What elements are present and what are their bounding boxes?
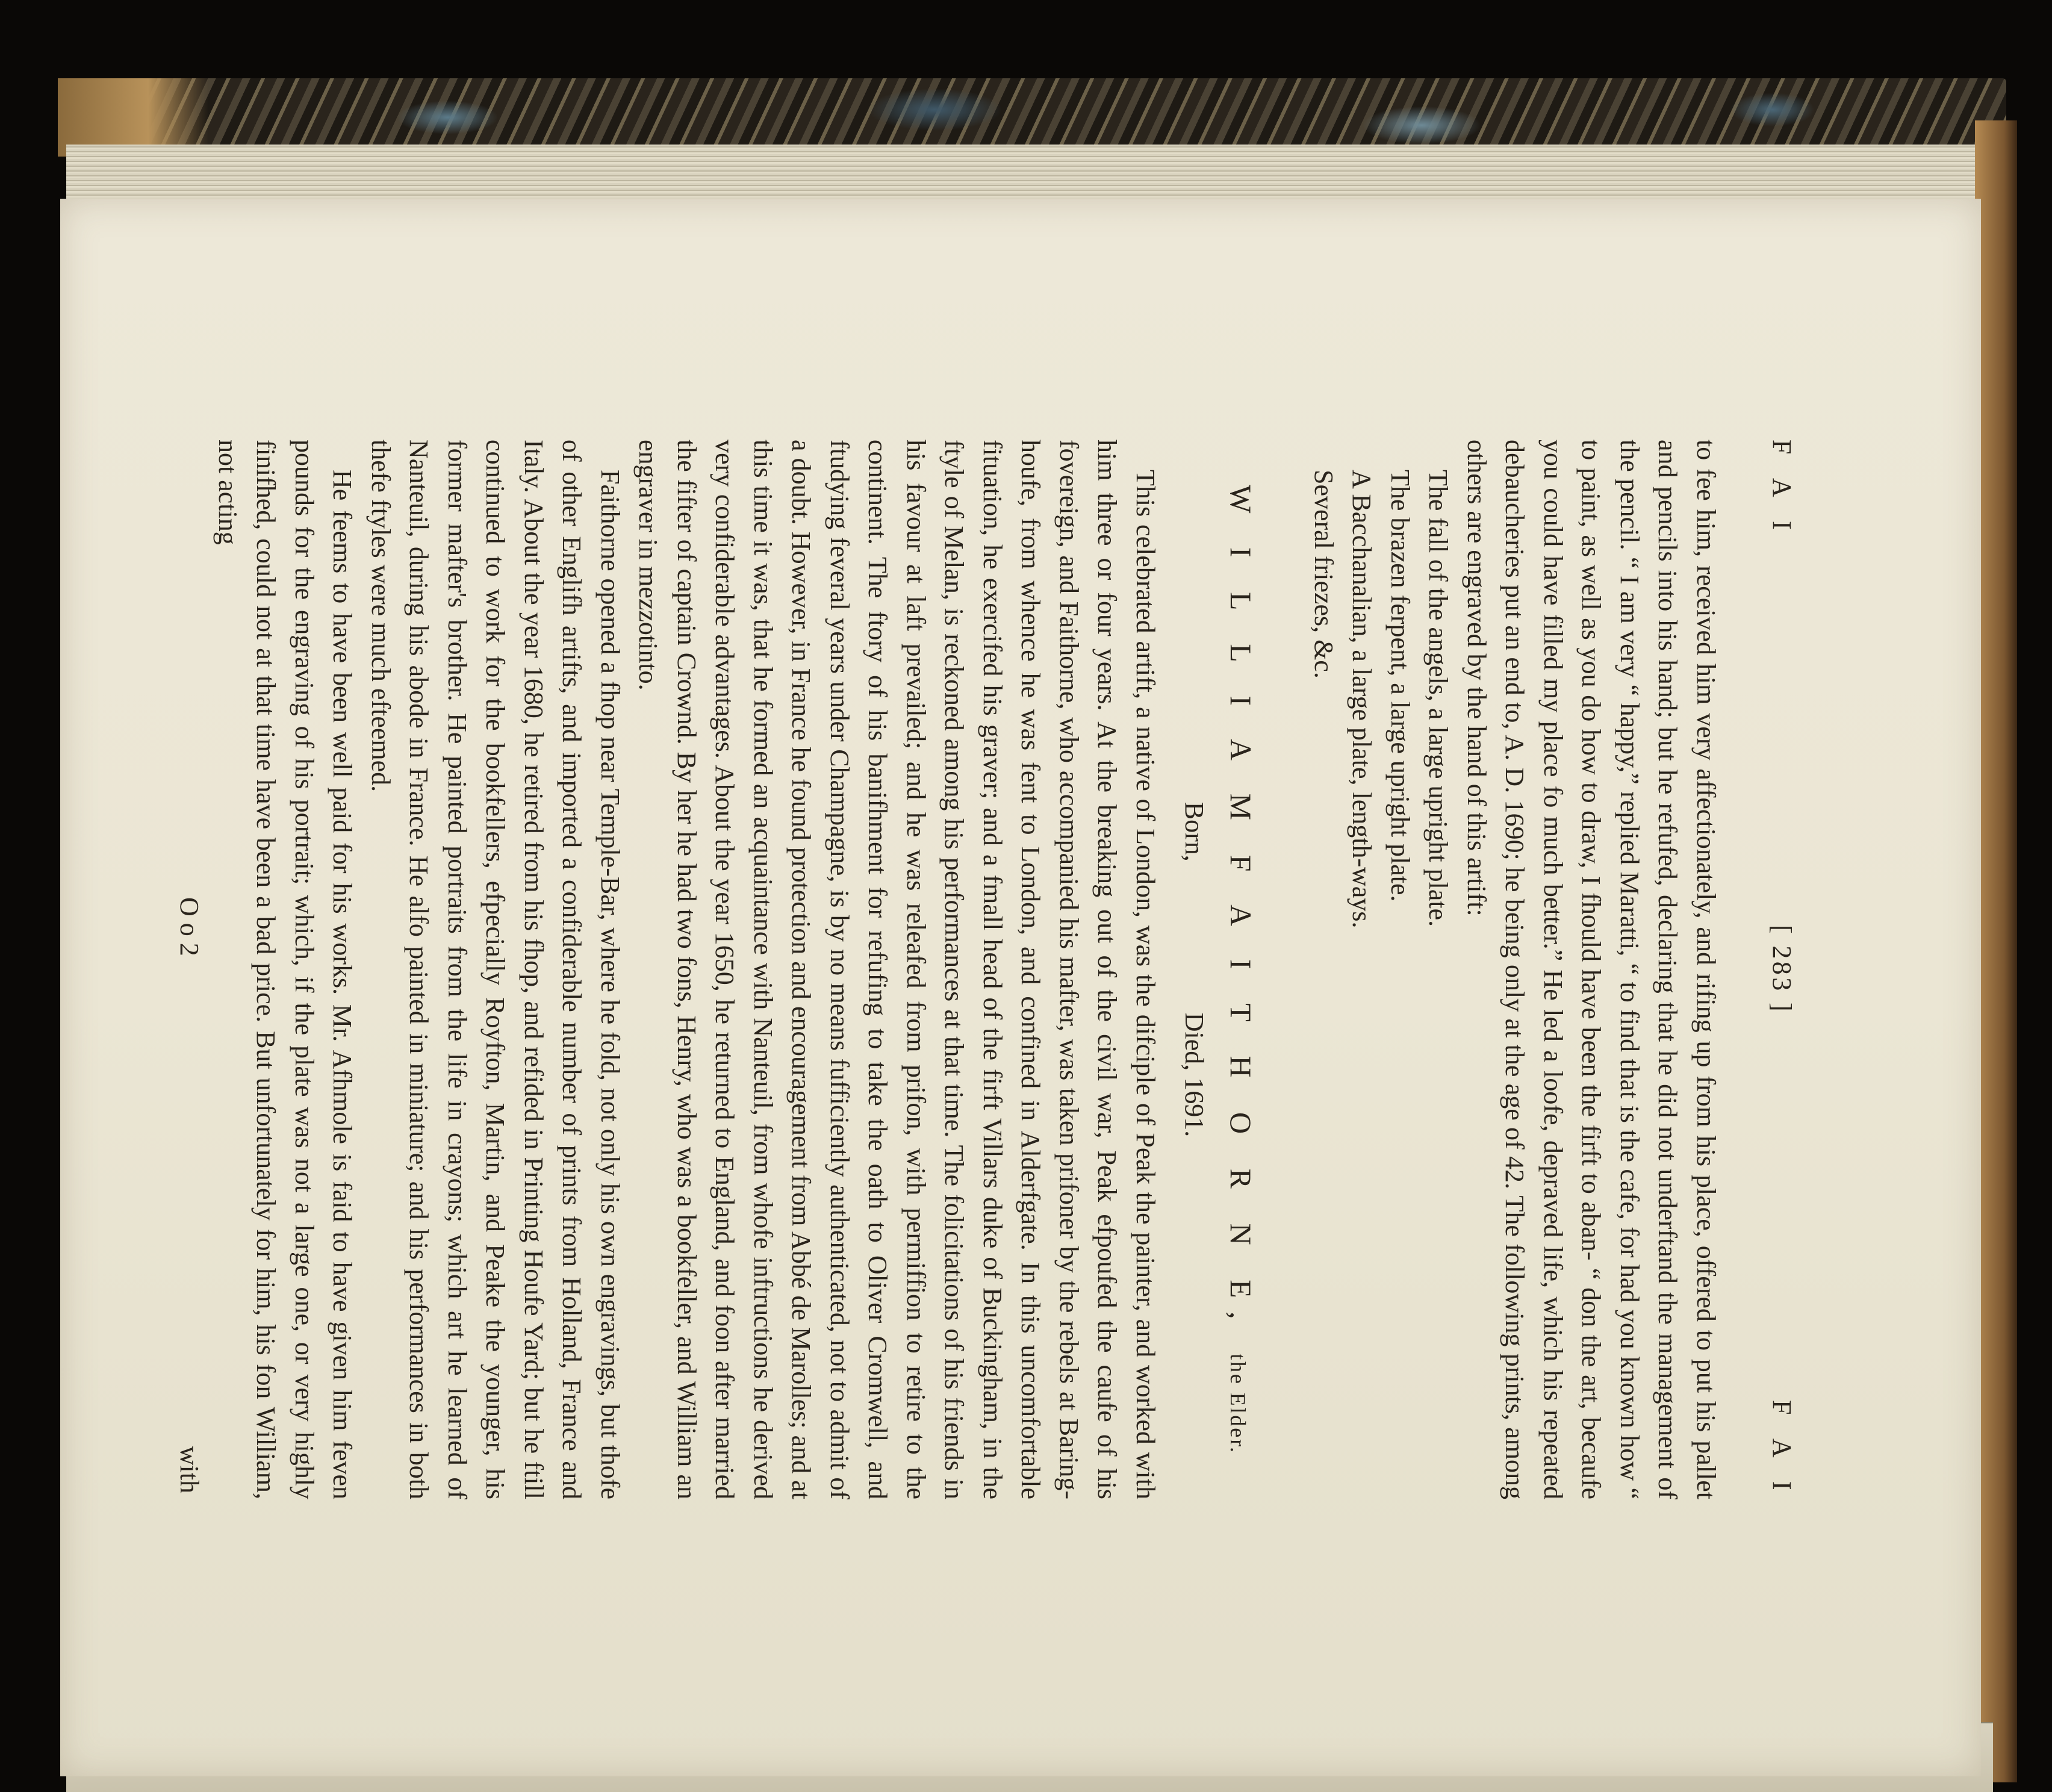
entry-heading [1217, 440, 1263, 1499]
rotated-text-block [170, 440, 1797, 1499]
signature-mark: O o 2 [175, 897, 205, 956]
signature-line [170, 440, 209, 1499]
works-list [1305, 440, 1458, 1499]
biography-paragraph-2: Faithorne opened a fhop near Temple-Bar, where he fold, not only his own engravings, but thofe of other Englifh artifts, and imported a confiderable number of prints from Holland, France and Italy. About the year 1680, he retired from his fhop, and refided in Printing Houfe Yard; but he ftill continued to work for the bookfellers, efpecially Royfton, Martin, and Peake the younger, his former mafter's brother. He painted portraits from the life in crayons; which art he learned of Nanteuil, during his abode in France. He alfo painted in miniature; and his performances in both thefe ftyles were much efteemed. [366, 440, 625, 1499]
biography-paragraph-3: He feems to have been well paid for his works. Mr. Afhmole is faid to have given him feven pounds for the engraving of his portrait; which, if the plate was not a large one, or very highly finifhed, could not at that time have been a bad price. But unfortunately for him, his fon William, not acting [213, 440, 358, 1499]
entry-suffix: the Elder. [1226, 1354, 1251, 1454]
running-head-left: F A I [1767, 440, 1797, 540]
work-item: The brazen ferpent, a large upright plate. [1385, 470, 1415, 902]
page-number: [ 283 ] [1767, 924, 1797, 1015]
died-label: Died, 1691. [1180, 1012, 1210, 1137]
biography-paragraph-1: This celebrated artift, a native of London, was the difciple of Peak the painter, and worked with him three or four years. At the breaking out of the civil war, Peak efpoufed the caufe of his fovereign, and Faithorne, who accompanied his mafter, was taken prifoner by the rebels at Baring-houfe, from whence he was fent to London, and confined in Alderfgate. In this uncomfortable fituation, he exercifed his graver; and a fmall head of the firft Villars duke of Buckingham, in the ftyle of Melan, is reckoned among his performances at that time. The folicitations of his friends in his favour at laft prevailed; and he was releafed from prifon, with permiffion to retire to the continent. The ftory of his banifhment for refufing to take the oath to Oliver Cromwell, and ftudying feveral years under Champagne, is by no means fufficiently authenticated, not to admit of a doubt. However, in France he found protection and encouragement from Abbé de Marolles; and at this time it was, that he formed an acquaintance with Nanteuil, from whofe inftructions he derived very confiderable advantages. About the year 1650, he returned to England, and foon after married the fifter of captain Crownd. By her he had two fons, Henry, who was a bookfeller, and William an engraver in mezzotinto. [633, 440, 1160, 1499]
catchword: with [175, 1446, 205, 1493]
running-head [1749, 440, 1797, 1499]
entry-dates [1175, 440, 1214, 1499]
running-head-right: F A I [1767, 1399, 1797, 1499]
work-item: A Bacchanalian, a large plate, length-ways. [1347, 470, 1377, 929]
book-spine-edge [1975, 120, 2017, 1782]
work-item: Several friezes, &c. [1309, 470, 1338, 679]
born-label: Born, [1180, 801, 1210, 862]
work-item: The fall of the angels, a large upright plate. [1423, 470, 1454, 927]
intro-paragraph: to fee him, received him very affectionately, and rifing up from his place, offered to put his pallet and pencils into his hand; but he refufed, declaring that he did not underftand the management of the pencil. “ I am very “ happy,” replied Maratti, “ to find that is the cafe, for had you known how “ to paint, as well as you do how to draw, I fhould have been the firft to aban- “ don the art, becaufe you could have filled my place fo much better.” He led a loofe, depraved life, which his repeated debaucheries put an end to, A. D. 1690; he being only at the age of 42. The following prints, among others are engraved by the hand of this artift: [1462, 440, 1721, 1499]
entry-name: W I L L I A M F A I T H O R N E, [1224, 485, 1258, 1333]
